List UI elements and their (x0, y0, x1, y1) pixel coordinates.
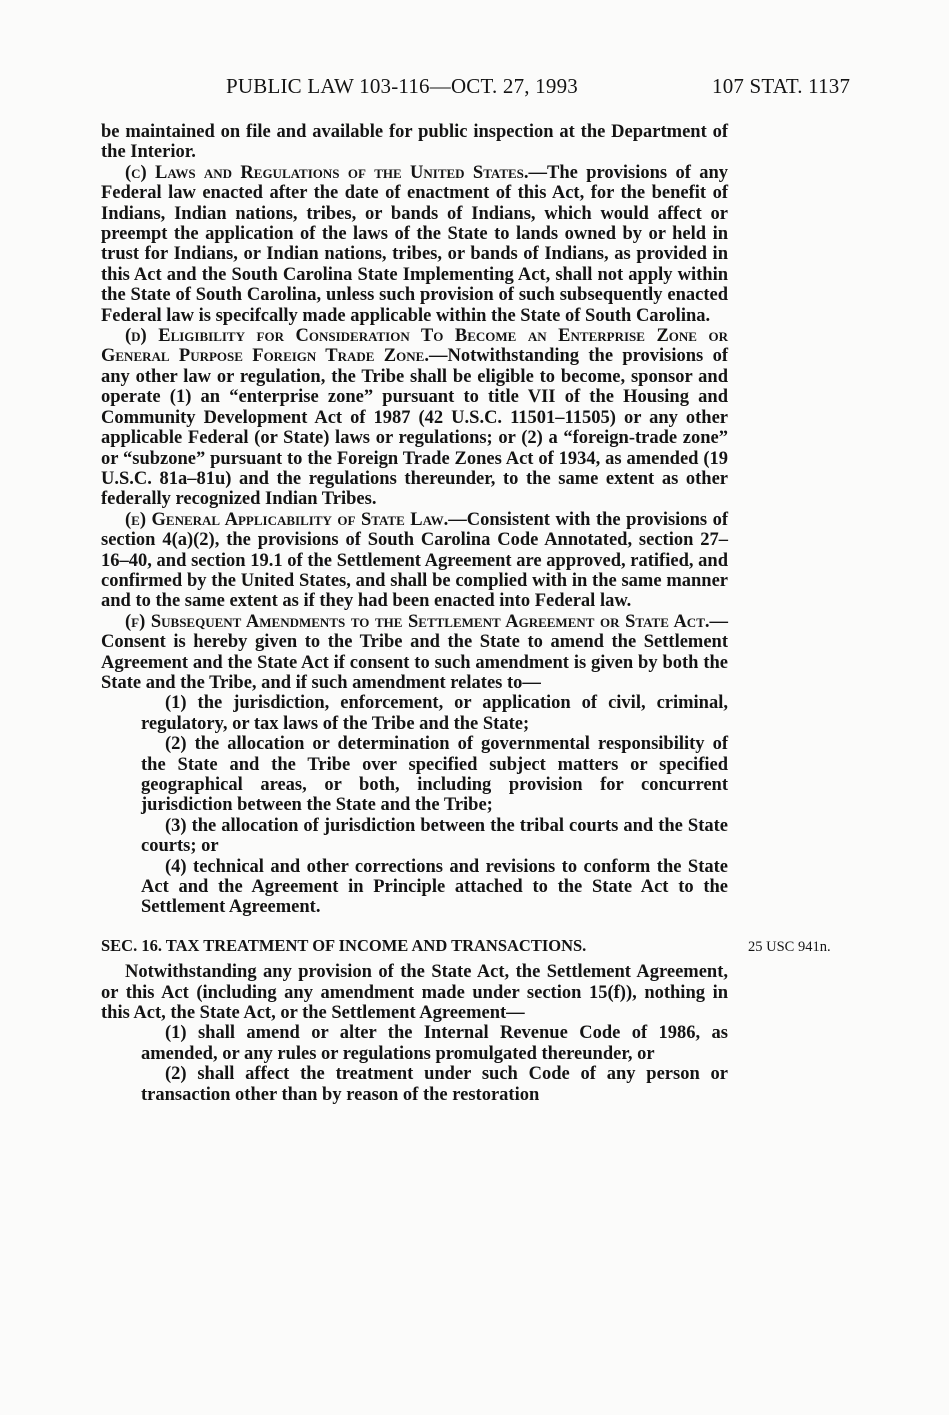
page-citation: 107 STAT. 1137 (712, 74, 851, 98)
subsection-f-item-1: (1) the jurisdiction, enforcement, or application of civil, criminal, regulatory, or tax laws of the Tribe and the State; (141, 693, 728, 734)
subsection-f-text: —Consent is hereby given to the Tribe and the State to amend the Settlement Agreement and the State Act if consent to such amendment is given by both the State and the Tribe, and if such amendment relates to— (101, 611, 728, 693)
body-text (101, 122, 831, 1105)
subsection-c-heading: (c) Laws and Regulations of the United States. (125, 162, 529, 183)
continued-paragraph: be maintained on file and available for public inspection at the Department of the Interior. (101, 122, 728, 163)
section-16-intro: Notwithstanding any provision of the State Act, the Settlement Agreement, or this Act (including any amendment made under section 15(f)), nothing in this Act, the State Act, or the Settlement Agreement— (101, 962, 728, 1024)
subsection-c (101, 163, 728, 326)
subsection-f-item-2: (2) the allocation or determination of governmental responsibility of the State and the Tribe over specified subject matters or specified geographical areas, or both, including provision for concurrent jurisdiction between the State and the Tribe; (141, 734, 728, 816)
subsection-d-heading: (d) Eligibility for Consideration To Become an Enterprise Zone or General Purpose Foreign Trade Zone. (101, 326, 728, 367)
subsection-f-heading: (f) Subsequent Amendments to the Settlement Agreement or State Act. (125, 611, 710, 632)
running-header-left: PUBLIC LAW 103-116—OCT. 27, 1993 (226, 74, 578, 98)
subsection-f (101, 612, 728, 694)
subsection-f-item-3: (3) the allocation of jurisdiction between the tribal courts and the State courts; or (141, 815, 728, 857)
subsection-e-heading: (e) General Applicability of State Law. (125, 509, 449, 530)
subsection-f-item-4: (4) technical and other corrections and revisions to conform the State Act and the Agreement in Principle attached to the State Act to the Settlement Agreement. (141, 856, 728, 918)
usc-margin-note: 25 USC 941n. (748, 938, 831, 955)
subsection-e-text: —Consistent with the provisions of section 4(a)(2), the provisions of South Carolina Code Annotated, section 27–16–40, and section 19.1 of the Settlement Agreement are approved, ratified, and confirmed by the United States, and shall be complied with in the same manner and to the same extent as if they had been enacted into Federal law. (101, 509, 728, 612)
section-16-heading-row (101, 935, 831, 956)
section-16-item-2: (2) shall affect the treatment under such Code of any person or transaction other than by reason of the restoration (141, 1064, 728, 1105)
section-16-heading: SEC. 16. TAX TREATMENT OF INCOME AND TRANSACTIONS. (101, 935, 587, 955)
section-16-item-1: (1) shall amend or alter the Internal Revenue Code of 1986, as amended, or any rules or regulations promulgated thereunder, or (141, 1023, 728, 1064)
subsection-c-text: —The provisions of any Federal law enacted after the date of enactment of this Act, for the benefit of Indians, Indian nations, tribes, or bands of Indians, which would affect or preempt the application of the laws of the State to lands owned by or held in trust for Indians, or Indian nations, tribes, or bands of Indians, as provided in this Act and the South Carolina State Implementing Act, shall not apply within the State of South Carolina, unless such provision of such subsequently enacted Federal law is specifcally made applicable within the State of South Carolina. (101, 162, 728, 326)
subsection-d-text: —Notwithstanding the provisions of any other law or regulation, the Tribe shall be eligible to become, sponsor and operate (1) an “enterprise zone” pursuant to title VII of the Housing and Community Development Act of 1987 (42 U.S.C. 11501–11505) or any other applicable Federal (or State) laws or regulations; or (2) a “foreign-trade zone” or “subzone” pursuant to the Foreign Trade Zones Act of 1934, as amended (19 U.S.C. 81a–81u) and the regulations thereunder, to the same extent as other federally recognized Indian Tribes. (101, 346, 728, 510)
subsection-d (101, 326, 728, 510)
subsection-e (101, 510, 728, 612)
